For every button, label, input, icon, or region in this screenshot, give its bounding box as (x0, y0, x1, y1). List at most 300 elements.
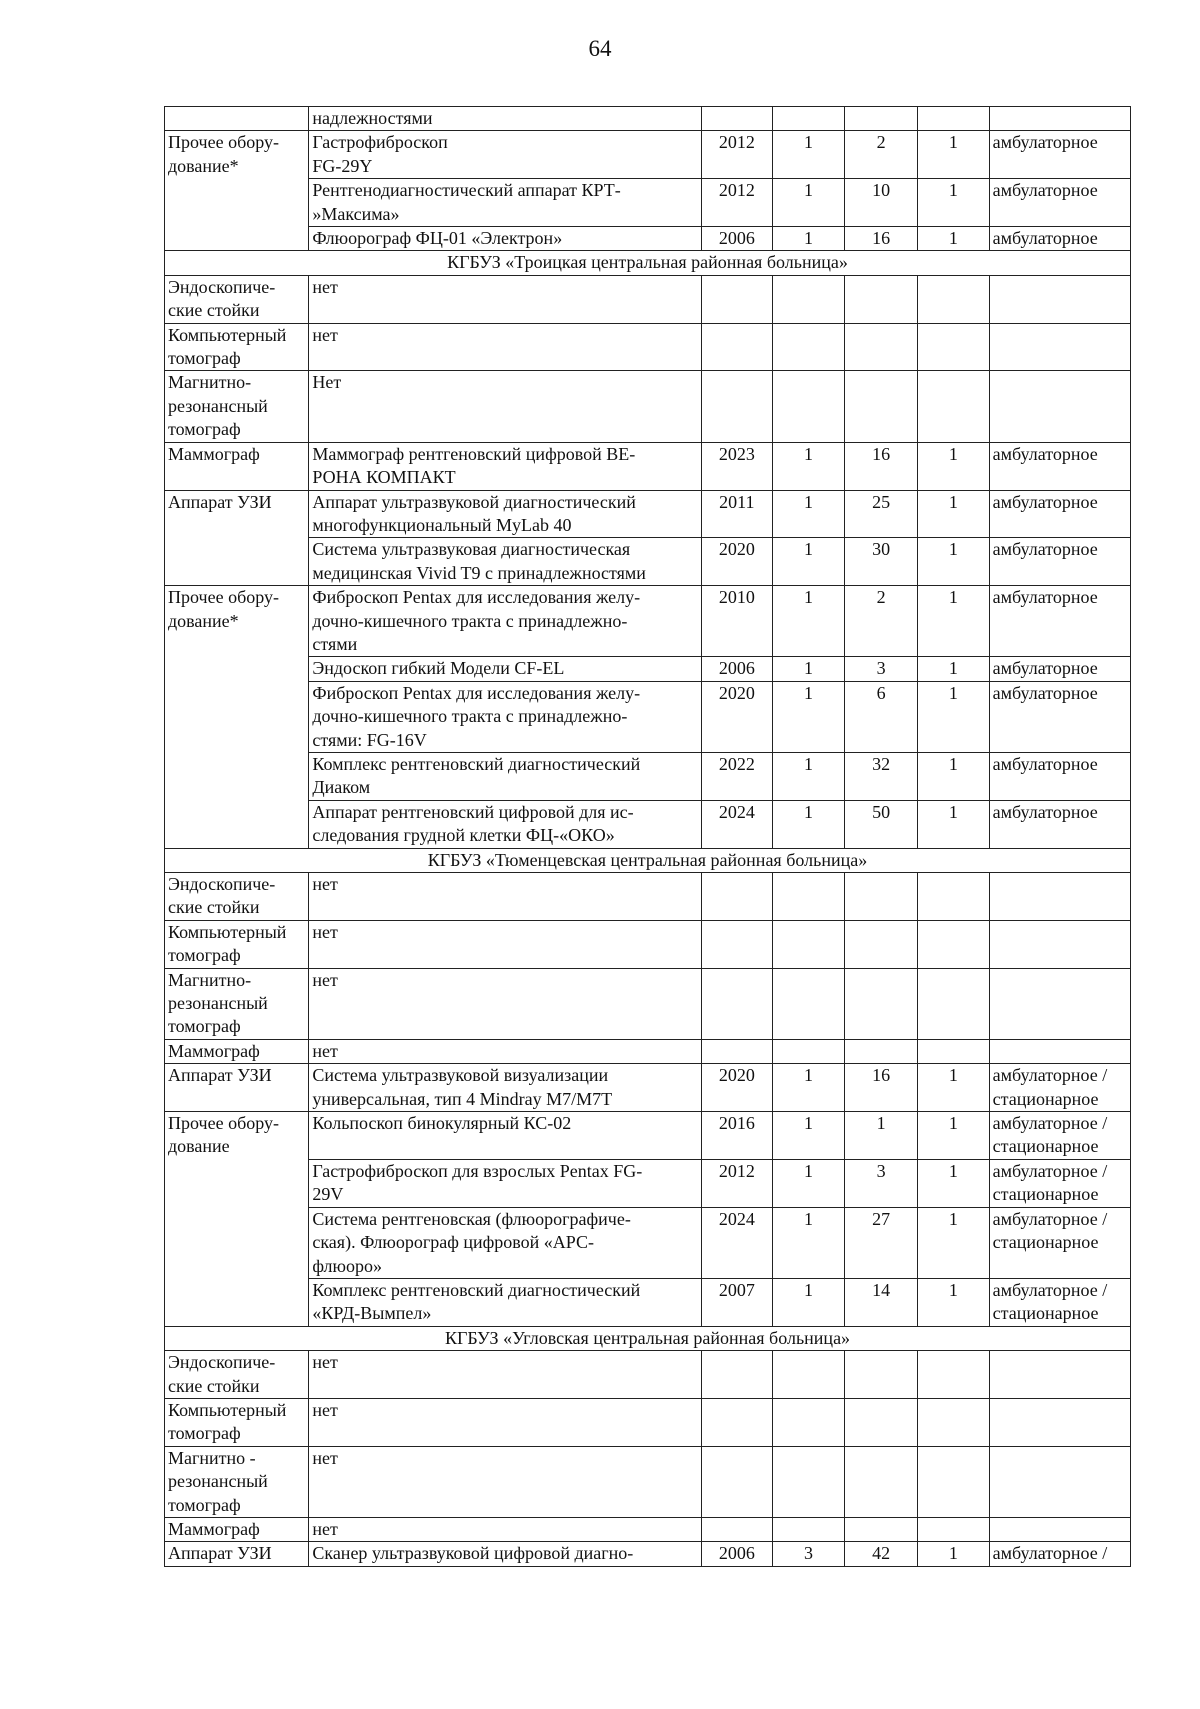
wear-cell-text: 16 (872, 1065, 891, 1086)
year-cell (702, 538, 773, 586)
table-row (165, 1278, 1131, 1326)
year-cell (702, 107, 773, 131)
usage-cell (989, 490, 1130, 538)
equipment-name (309, 657, 702, 681)
shift-cell (918, 275, 990, 323)
shift-cell-text: 1 (948, 682, 958, 703)
wear-cell-text: 16 (872, 443, 891, 464)
table-row (165, 442, 1131, 490)
quantity-cell (772, 968, 845, 1039)
wear-cell-text: 2 (876, 132, 886, 153)
usage-cell (989, 752, 1130, 800)
equipment-name-text: Система ультразвуковой визуализации универсальная, тип 4 Mindray M7/M7T (312, 1065, 613, 1109)
table-row (165, 968, 1131, 1039)
equipment-name (309, 1517, 702, 1541)
equipment-category (165, 1542, 309, 1566)
wear-cell-text: 32 (872, 753, 891, 774)
usage-cell (989, 1207, 1130, 1278)
wear-cell (845, 1398, 918, 1446)
quantity-cell-text: 1 (803, 539, 813, 560)
table-row (165, 275, 1131, 323)
table-row (165, 920, 1131, 968)
wear-cell (845, 1542, 918, 1566)
usage-cell-text: амбулаторное (992, 539, 1098, 560)
year-cell (702, 1112, 773, 1160)
equipment-name (309, 107, 702, 131)
equipment-name-text: нет (312, 276, 338, 297)
shift-cell (918, 323, 990, 371)
quantity-cell (772, 681, 845, 752)
shift-cell (918, 442, 990, 490)
equipment-name-text: Комплекс рентгеновский диагностический Диаком (312, 753, 641, 798)
wear-cell (845, 179, 918, 227)
usage-cell-text: амбулаторное (992, 801, 1098, 822)
shift-cell (918, 1039, 990, 1063)
shift-cell (918, 586, 990, 657)
usage-cell-text: амбулаторное / стационарное (992, 1279, 1108, 1324)
usage-cell-text: амбулаторное (992, 753, 1098, 774)
shift-cell-text: 1 (948, 658, 958, 679)
equipment-category-text: Аппарат УЗИ (168, 1543, 272, 1564)
usage-cell (989, 323, 1130, 371)
wear-cell (845, 752, 918, 800)
table-row (165, 681, 1131, 752)
quantity-cell (772, 1159, 845, 1207)
year-cell-text: 2016 (718, 1113, 755, 1134)
quantity-cell (772, 1112, 845, 1160)
equipment-category-text: Магнитно- резонансный томограф (168, 969, 268, 1037)
equipment-name-text: Кольпоскоп бинокулярный КС-02 (312, 1113, 572, 1134)
wear-cell (845, 873, 918, 921)
equipment-name-text: Аппарат рентгеновский цифровой для ис- следования грудной клетки ФЦ-«ОКО» (312, 801, 634, 846)
wear-cell (845, 490, 918, 538)
usage-cell (989, 681, 1130, 752)
shift-cell (918, 752, 990, 800)
shift-cell (918, 1207, 990, 1278)
shift-cell (918, 1064, 990, 1112)
usage-cell (989, 371, 1130, 442)
equipment-name-text: Нет (312, 372, 342, 393)
shift-cell (918, 1398, 990, 1446)
year-cell (702, 800, 773, 848)
quantity-cell (772, 107, 845, 131)
equipment-name (309, 275, 702, 323)
table-row (165, 538, 1131, 586)
shift-cell-text: 1 (948, 228, 958, 249)
equipment-name-text: Флюорограф ФЦ-01 «Электрон» (312, 228, 563, 249)
equipment-category (165, 371, 309, 442)
usage-cell-text: амбулаторное (992, 587, 1098, 608)
shift-cell-text: 1 (948, 1065, 958, 1086)
quantity-cell (772, 800, 845, 848)
usage-cell-text: амбулаторное (992, 658, 1098, 679)
quantity-cell-text: 1 (803, 1065, 813, 1086)
equipment-name-text: надлежностями (312, 108, 433, 128)
equipment-name (309, 1351, 702, 1399)
equipment-name (309, 1039, 702, 1063)
equipment-category-text: Маммограф (168, 1040, 260, 1061)
equipment-category (165, 968, 309, 1039)
shift-cell (918, 538, 990, 586)
year-cell-text: 2007 (718, 1279, 755, 1300)
usage-cell-text: амбулаторное / (992, 1543, 1108, 1564)
quantity-cell (772, 371, 845, 442)
wear-cell (845, 1207, 918, 1278)
shift-cell-text: 1 (948, 180, 958, 201)
quantity-cell-text: 1 (803, 682, 813, 703)
year-cell-text: 2012 (718, 180, 755, 201)
quantity-cell-text: 1 (803, 228, 813, 249)
shift-cell-text: 1 (948, 1160, 958, 1181)
usage-cell (989, 873, 1130, 921)
wear-cell-text: 42 (872, 1543, 891, 1564)
usage-cell-text: амбулаторное / стационарное (992, 1160, 1108, 1205)
equipment-name (309, 538, 702, 586)
equipment-category (165, 586, 309, 848)
shift-cell (918, 968, 990, 1039)
equipment-name (309, 1278, 702, 1326)
section-row (165, 848, 1131, 872)
wear-cell (845, 920, 918, 968)
equipment-name-text: Система рентгеновская (флюорографиче- ская). Флюорограф цифровой «АРС- флюоро» (312, 1208, 631, 1276)
equipment-category-text: Магнитно - резонансный томограф (168, 1447, 268, 1515)
wear-cell (845, 1159, 918, 1207)
shift-cell (918, 179, 990, 227)
equipment-name (309, 490, 702, 538)
usage-cell (989, 1039, 1130, 1063)
usage-cell (989, 275, 1130, 323)
wear-cell (845, 107, 918, 131)
wear-cell-text: 1 (876, 1113, 886, 1134)
usage-cell (989, 1278, 1130, 1326)
year-cell-text: 2011 (719, 491, 755, 512)
wear-cell-text: 14 (872, 1279, 891, 1300)
shift-cell (918, 1351, 990, 1399)
usage-cell (989, 657, 1130, 681)
quantity-cell (772, 490, 845, 538)
year-cell (702, 752, 773, 800)
quantity-cell-text: 1 (803, 587, 813, 608)
usage-cell (989, 800, 1130, 848)
shift-cell (918, 1278, 990, 1326)
equipment-category-text: Прочее обору- дование* (168, 587, 279, 631)
shift-cell-text: 1 (948, 1543, 958, 1564)
equipment-name-text: Сканер ультразвуковой цифровой диагно- (312, 1543, 634, 1564)
year-cell (702, 371, 773, 442)
wear-cell (845, 538, 918, 586)
year-cell-text: 2020 (718, 682, 755, 703)
equipment-name-text: Эндоскоп гибкий Модели CF-EL (312, 658, 565, 679)
equipment-category-text: Компьютерный томограф (168, 921, 287, 966)
shift-cell (918, 227, 990, 251)
section-row (165, 251, 1131, 275)
section-title: КГБУЗ «Тюменцевская центральная районная больница» (165, 848, 1131, 872)
shift-cell-text: 1 (948, 1208, 958, 1229)
wear-cell (845, 1517, 918, 1541)
shift-cell (918, 800, 990, 848)
usage-cell-text: амбулаторное (992, 132, 1098, 153)
shift-cell (918, 490, 990, 538)
usage-cell (989, 968, 1130, 1039)
wear-cell (845, 371, 918, 442)
shift-cell (918, 1159, 990, 1207)
equipment-name-text: Гастрофиброскоп для взрослых Pentax FG- 29V (312, 1160, 643, 1205)
year-cell (702, 323, 773, 371)
equipment-name (309, 873, 702, 921)
shift-cell (918, 1112, 990, 1160)
equipment-category-text: Маммограф (168, 443, 260, 464)
equipment-category-text: Компьютерный томограф (168, 1399, 287, 1444)
equipment-category-text: Эндоскопиче- ские стойки (168, 1352, 276, 1396)
year-cell (702, 586, 773, 657)
table-row (165, 1064, 1131, 1112)
section-title: КГБУЗ «Угловская центральная районная больница» (165, 1326, 1131, 1350)
usage-cell (989, 1542, 1130, 1566)
equipment-name-text: Комплекс рентгеновский диагностический «КРД-Вымпел» (312, 1279, 641, 1324)
shift-cell-text: 1 (948, 587, 958, 608)
wear-cell (845, 227, 918, 251)
quantity-cell (772, 657, 845, 681)
equipment-category-text: Магнитно- резонансный томограф (168, 372, 268, 440)
equipment-name (309, 1112, 702, 1160)
equipment-name-text: нет (312, 1040, 338, 1061)
quantity-cell (772, 873, 845, 921)
wear-cell (845, 1351, 918, 1399)
shift-cell-text: 1 (948, 539, 958, 560)
quantity-cell (772, 1039, 845, 1063)
quantity-cell (772, 1207, 845, 1278)
page-number: 64 (588, 36, 612, 61)
year-cell (702, 131, 773, 179)
quantity-cell (772, 1542, 845, 1566)
shift-cell (918, 681, 990, 752)
year-cell-text: 2006 (718, 1543, 755, 1564)
equipment-name-text: Рентгенодиагностический аппарат КРТ- »Максима» (312, 180, 621, 224)
quantity-cell (772, 752, 845, 800)
usage-cell-text: амбулаторное / стационарное (992, 1208, 1108, 1253)
shift-cell-text: 1 (948, 753, 958, 774)
equipment-name-text: нет (312, 1518, 338, 1539)
year-cell (702, 968, 773, 1039)
table-row (165, 323, 1131, 371)
quantity-cell (772, 1064, 845, 1112)
wear-cell-text: 16 (872, 228, 891, 249)
quantity-cell-text: 1 (803, 132, 813, 153)
quantity-cell-text: 3 (803, 1543, 813, 1564)
year-cell (702, 275, 773, 323)
usage-cell (989, 586, 1130, 657)
quantity-cell (772, 1446, 845, 1517)
shift-cell (918, 657, 990, 681)
table-row (165, 179, 1131, 227)
usage-cell-text: амбулаторное (992, 443, 1098, 464)
equipment-name-text: нет (312, 324, 338, 345)
equipment-name-text: нет (312, 969, 338, 990)
usage-cell (989, 227, 1130, 251)
usage-cell (989, 1517, 1130, 1541)
quantity-cell (772, 538, 845, 586)
equipment-name-text: Аппарат ультразвуковой диагностический многофункциональный MyLab 40 (312, 491, 636, 535)
wear-cell (845, 275, 918, 323)
equipment-name-text: Маммограф рентгеновский цифровой ВЕ- РОНА КОМПАКТ (312, 443, 636, 488)
wear-cell-text: 2 (876, 587, 886, 608)
year-cell (702, 179, 773, 227)
equipment-table (164, 106, 1131, 1567)
quantity-cell (772, 1351, 845, 1399)
quantity-cell (772, 323, 845, 371)
year-cell (702, 920, 773, 968)
equipment-name (309, 586, 702, 657)
table-row (165, 227, 1131, 251)
equipment-name (309, 227, 702, 251)
equipment-category (165, 1064, 309, 1112)
year-cell (702, 1542, 773, 1566)
wear-cell (845, 1064, 918, 1112)
wear-cell (845, 1446, 918, 1517)
usage-cell (989, 131, 1130, 179)
wear-cell (845, 1112, 918, 1160)
table-row (165, 657, 1131, 681)
equipment-name (309, 968, 702, 1039)
quantity-cell (772, 131, 845, 179)
quantity-cell-text: 1 (803, 801, 813, 822)
year-cell (702, 490, 773, 538)
equipment-category-text: Прочее обору- дование (168, 1113, 279, 1157)
section-title: КГБУЗ «Троицкая центральная районная больница» (165, 251, 1131, 275)
wear-cell (845, 681, 918, 752)
year-cell (702, 1398, 773, 1446)
equipment-category-text: Эндоскопиче- ские стойки (168, 874, 276, 918)
quantity-cell (772, 1398, 845, 1446)
equipment-name (309, 1446, 702, 1517)
equipment-category (165, 131, 309, 251)
year-cell-text: 2020 (718, 539, 755, 560)
quantity-cell (772, 179, 845, 227)
equipment-name (309, 1542, 702, 1566)
usage-cell (989, 1351, 1130, 1399)
year-cell (702, 1517, 773, 1541)
table-row (165, 1159, 1131, 1207)
usage-cell-text: амбулаторное (992, 682, 1098, 703)
year-cell-text: 2012 (718, 132, 755, 153)
quantity-cell-text: 1 (803, 491, 813, 512)
wear-cell (845, 586, 918, 657)
wear-cell (845, 442, 918, 490)
equipment-name (309, 752, 702, 800)
quantity-cell-text: 1 (803, 443, 813, 464)
table-row (165, 1039, 1131, 1063)
table-row (165, 1398, 1131, 1446)
year-cell (702, 442, 773, 490)
equipment-category-text: Компьютерный томограф (168, 324, 287, 369)
section-row (165, 1326, 1131, 1350)
equipment-category-text: Аппарат УЗИ (168, 491, 272, 512)
equipment-name-text: нет (312, 1399, 338, 1420)
usage-cell (989, 1398, 1130, 1446)
quantity-cell-text: 1 (803, 1160, 813, 1181)
table-row (165, 873, 1131, 921)
equipment-category-text: Маммограф (168, 1518, 260, 1539)
year-cell (702, 227, 773, 251)
year-cell (702, 1159, 773, 1207)
wear-cell (845, 800, 918, 848)
year-cell-text: 2024 (718, 801, 755, 822)
shift-cell-text: 1 (948, 132, 958, 153)
year-cell-text: 2010 (718, 587, 755, 608)
year-cell (702, 657, 773, 681)
wear-cell-text: 27 (872, 1208, 891, 1229)
shift-cell-text: 1 (948, 1279, 958, 1300)
equipment-category (165, 1446, 309, 1517)
year-cell (702, 1064, 773, 1112)
usage-cell (989, 538, 1130, 586)
equipment-name-text: Фиброскоп Pentax для исследования желу- дочно-кишечного тракта с принадлежно- стями (312, 587, 641, 654)
equipment-name-text: нет (312, 1447, 338, 1468)
wear-cell-text: 3 (876, 1160, 886, 1181)
equipment-table-body (165, 107, 1131, 1567)
wear-cell-text: 6 (876, 682, 886, 703)
table-row (165, 1517, 1131, 1541)
quantity-cell (772, 920, 845, 968)
equipment-name-text: нет (312, 1352, 338, 1373)
equipment-name-text: Фиброскоп Pentax для исследования желу- дочно-кишечного тракта с принадлежно- стями: FG-16V (312, 682, 641, 750)
quantity-cell-text: 1 (803, 1208, 813, 1229)
equipment-category (165, 107, 309, 131)
usage-cell-text: амбулаторное (992, 228, 1098, 249)
equipment-category (165, 490, 309, 586)
table-row (165, 490, 1131, 538)
usage-cell-text: амбулаторное (992, 491, 1098, 512)
table-row (165, 131, 1131, 179)
wear-cell-text: 10 (872, 180, 891, 201)
equipment-category (165, 1351, 309, 1399)
wear-cell-text: 3 (876, 658, 886, 679)
shift-cell (918, 107, 990, 131)
equipment-category-text: Эндоскопиче- ские стойки (168, 276, 276, 321)
table-row (165, 1542, 1131, 1566)
year-cell (702, 1351, 773, 1399)
equipment-name (309, 371, 702, 442)
shift-cell (918, 371, 990, 442)
shift-cell-text: 1 (948, 491, 958, 512)
usage-cell (989, 920, 1130, 968)
year-cell-text: 2012 (718, 1160, 755, 1181)
quantity-cell-text: 1 (803, 1113, 813, 1134)
wear-cell-text: 30 (872, 539, 891, 560)
equipment-name (309, 1207, 702, 1278)
year-cell (702, 1207, 773, 1278)
table-row (165, 800, 1131, 848)
equipment-category (165, 1517, 309, 1541)
shift-cell (918, 1446, 990, 1517)
equipment-name (309, 1159, 702, 1207)
usage-cell-text: амбулаторное / стационарное (992, 1065, 1108, 1109)
year-cell (702, 873, 773, 921)
wear-cell-text: 25 (872, 491, 891, 512)
quantity-cell (772, 586, 845, 657)
year-cell-text: 2024 (718, 1208, 755, 1229)
equipment-name-text: нет (312, 874, 338, 894)
quantity-cell (772, 227, 845, 251)
year-cell (702, 1039, 773, 1063)
shift-cell-text: 1 (948, 801, 958, 822)
shift-cell (918, 873, 990, 921)
usage-cell (989, 1112, 1130, 1160)
usage-cell (989, 107, 1130, 131)
year-cell (702, 1278, 773, 1326)
quantity-cell (772, 275, 845, 323)
equipment-category (165, 1039, 309, 1063)
